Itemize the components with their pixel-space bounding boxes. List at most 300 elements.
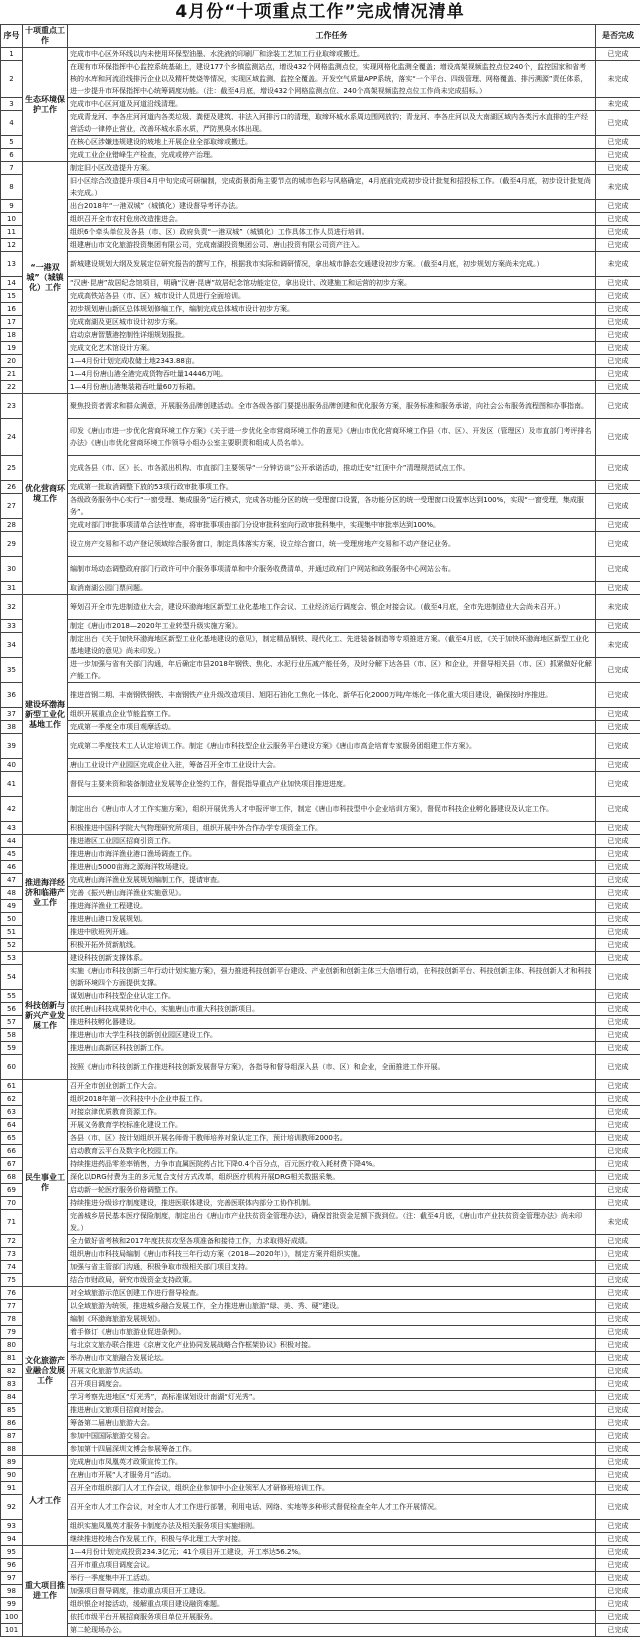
row-number: 64 — [1, 1119, 23, 1132]
task-description: 与北京文旅办联合推进《京唐文化产业协同发展战略合作框架协议》积极对接。 — [68, 1339, 596, 1352]
status-cell: 已完成 — [596, 481, 640, 494]
table-row — [1, 61, 640, 98]
status-cell: 已完成 — [596, 1456, 640, 1469]
row-number: 92 — [1, 1495, 23, 1520]
row-number: 38 — [1, 721, 23, 734]
table-row — [1, 200, 640, 213]
task-description: 推进科技孵化器建设。 — [68, 1016, 596, 1029]
row-number: 22 — [1, 381, 23, 394]
task-description: 持续推进分级诊疗制度建设，推进医联体建设，完善医联体内部分工协作机制。 — [68, 1197, 596, 1210]
status-cell: 已完成 — [596, 1171, 640, 1184]
task-description: 推进港区工业园区招商引资工作。 — [68, 835, 596, 848]
table-row — [1, 98, 640, 111]
task-description: 组织唐山市科技局编制《唐山市科技三年行动方案（2018—2020年）》，制定方案并组织实施。 — [68, 1248, 596, 1261]
table-row — [1, 887, 640, 900]
task-description: 推进海洋渔业工程建设。 — [68, 900, 596, 913]
status-cell: 未完成 — [596, 595, 640, 620]
task-description: 深化以DRG付费为主的多元复合支付方式改革，组织医疗机构开展DRG相关数据采集。 — [68, 1171, 596, 1184]
status-cell: 已完成 — [596, 582, 640, 595]
task-description: 在现有市环保指挥中心监控系统基础上，建设177个乡镇监测站点，增设432个网格监测点位，实现网格化监测全覆盖；增设高架视频监控点位240个，监控国家和省考核的水库和河流沿线排污企业以及精杆焚烧等情况，实现区域监测、监控全覆盖。开发空气质量APP系统，落实“一个平台、四级管理、网格覆盖、排污溯源”责任体系，进一步提升市环保指挥中心统筹调度功能。（注：截至4月底，增设432个网格监测点位、240个高架视频监控点位工作尚未完成招标。） — [68, 61, 596, 98]
status-cell: 已完成 — [596, 1261, 640, 1274]
table-row — [1, 1404, 640, 1417]
row-number: 11 — [1, 226, 23, 239]
task-description: 全力做好省考核和2017年度扶贫攻坚各项准备和接待工作，力求取得好成绩。 — [68, 1235, 596, 1248]
table-row — [1, 1546, 640, 1559]
row-number: 90 — [1, 1469, 23, 1482]
task-description: 筹备第二届唐山旅游大会。 — [68, 1417, 596, 1430]
status-cell: 已完成 — [596, 874, 640, 887]
table-row — [1, 1378, 640, 1391]
row-number: 72 — [1, 1235, 23, 1248]
table-row — [1, 1132, 640, 1145]
table-row — [1, 481, 640, 494]
task-description: 参加第十四届深圳文博会参展筹备工作。 — [68, 1443, 596, 1456]
task-description: 在核心区涉嫌违规建设的坡地上开展企业全部取缔或搬迁。 — [68, 136, 596, 149]
task-description: 完成唐山海洋渔业发展规划编制工作，提请审查。 — [68, 874, 596, 887]
status-cell: 已完成 — [596, 200, 640, 213]
row-number: 86 — [1, 1417, 23, 1430]
table-row — [1, 1520, 640, 1533]
task-description: 完成市中心区河道及河道沿线清理。 — [68, 98, 596, 111]
task-description: 完成第一季度全市项目观摩活动。 — [68, 721, 596, 734]
task-description: 完善《振兴唐山海洋渔业实施意见》。 — [68, 887, 596, 900]
row-number: 47 — [1, 874, 23, 887]
header-no: 序号 — [1, 25, 23, 48]
row-number: 48 — [1, 887, 23, 900]
task-description: 召开市重点项目调度会议。 — [68, 1559, 596, 1572]
table-row — [1, 1145, 640, 1158]
row-number: 81 — [1, 1352, 23, 1365]
status-cell: 已完成 — [596, 1145, 640, 1158]
status-cell: 已完成 — [596, 532, 640, 557]
status-cell: 已完成 — [596, 1482, 640, 1495]
row-number: 100 — [1, 1611, 23, 1624]
task-description: 完成文化艺术馆设计方案。 — [68, 342, 596, 355]
row-number: 55 — [1, 990, 23, 1003]
task-description: 第二轮现场办公。 — [68, 1624, 596, 1637]
status-cell: 已完成 — [596, 1391, 640, 1404]
table-row — [1, 939, 640, 952]
task-description: 召开项目调度会。 — [68, 1378, 596, 1391]
task-description: 完成青龙河、李各庄河河道内各类垃圾、粪便及建筑、非法入河排污口的清理，取缔环城水系周边围网放钓；青龙河、李各庄河以及大南湖区域内各类污水直排的生产经营活动一律停止营业，改善环城水系水质，严防黑臭水体出现。 — [68, 111, 596, 136]
table-row — [1, 1184, 640, 1197]
status-cell: 已完成 — [596, 1339, 640, 1352]
table-row — [1, 1106, 640, 1119]
header-task: 工作任务 — [68, 25, 596, 48]
row-number: 67 — [1, 1158, 23, 1171]
table-row — [1, 990, 640, 1003]
document-title: 4月份“十项重点工作”完成情况清单 — [0, 0, 640, 24]
row-number: 15 — [1, 290, 23, 303]
row-number: 9 — [1, 200, 23, 213]
row-number: 4 — [1, 111, 23, 136]
status-cell: 已完成 — [596, 926, 640, 939]
status-cell: 已完成 — [596, 1598, 640, 1611]
status-cell: 已完成 — [596, 1559, 640, 1572]
status-cell: 已完成 — [596, 316, 640, 329]
table-row — [1, 419, 640, 456]
status-cell: 已完成 — [596, 797, 640, 822]
row-number: 44 — [1, 835, 23, 848]
table-row — [1, 239, 640, 252]
task-description: 加强项目督导调度，推动重点项目开工建设。 — [68, 1585, 596, 1598]
table-row — [1, 111, 640, 136]
table-row — [1, 848, 640, 861]
task-description: 完成高铁站各县（市、区）城市设计人员进行全面培训。 — [68, 290, 596, 303]
task-description: 积极推进中国科学院大气物理研究所项目，组织开展中外合作办学专项资金工作。 — [68, 822, 596, 835]
category-cell: 民生事业工作 — [23, 1080, 68, 1287]
table-row — [1, 1469, 640, 1482]
table-row — [1, 1042, 640, 1055]
status-cell: 已完成 — [596, 494, 640, 519]
table-row — [1, 1533, 640, 1546]
row-number: 57 — [1, 1016, 23, 1029]
row-number: 91 — [1, 1482, 23, 1495]
task-description: 1—4月份计划完成投资234.3亿元；41个项目开工建设，开工率达56.2%。 — [68, 1546, 596, 1559]
task-description: 完成第二季度技术工人认定培训工作。制定《唐山市科技型企业云服务平台建设方案》《唐山市高企培育专家服务团组建工作方案》。 — [68, 734, 596, 759]
row-number: 76 — [1, 1287, 23, 1300]
task-description: 开展文化旅游节庆活动。 — [68, 1365, 596, 1378]
status-cell: 已完成 — [596, 822, 640, 835]
row-number: 13 — [1, 252, 23, 277]
status-cell: 已完成 — [596, 1585, 640, 1598]
header-category: 十项重点工作 — [23, 25, 68, 48]
table-row — [1, 277, 640, 290]
table-row — [1, 162, 640, 175]
status-cell: 已完成 — [596, 342, 640, 355]
table-row — [1, 226, 640, 239]
status-cell: 已完成 — [596, 329, 640, 342]
status-cell: 未完成 — [596, 61, 640, 98]
table-row — [1, 1261, 640, 1274]
status-cell: 已完成 — [596, 1430, 640, 1443]
row-number: 33 — [1, 620, 23, 633]
table-row — [1, 1339, 640, 1352]
task-description: 编制《环渤海旅游发展规划》。 — [68, 1313, 596, 1326]
category-cell: 生态环境保护工作 — [23, 48, 68, 162]
row-number: 32 — [1, 595, 23, 620]
table-row — [1, 759, 640, 772]
table-row — [1, 456, 640, 481]
status-cell: 已完成 — [596, 419, 640, 456]
table-row — [1, 620, 640, 633]
status-cell: 已完成 — [596, 1469, 640, 1482]
status-cell: 已完成 — [596, 1495, 640, 1520]
status-cell: 已完成 — [596, 1029, 640, 1042]
status-cell: 已完成 — [596, 1546, 640, 1559]
status-cell: 已完成 — [596, 620, 640, 633]
category-cell: 建设环渤海新型工业化基地工作 — [23, 595, 68, 835]
table-row — [1, 1417, 640, 1430]
task-description: 对接京津优质教育资源工作。 — [68, 1106, 596, 1119]
status-cell: 已完成 — [596, 1080, 640, 1093]
task-description: 召开全市人才工作会议，对全市人才工作进行部署，利用电话、网络、实地等多种形式督促检查全年人才工作开展情况。 — [68, 1495, 596, 1520]
task-description: 谋划唐山市科技型企业认定工作。 — [68, 990, 596, 1003]
row-number: 66 — [1, 1145, 23, 1158]
table-row — [1, 1029, 640, 1042]
row-number: 35 — [1, 658, 23, 683]
status-cell: 已完成 — [596, 48, 640, 61]
table-row — [1, 1080, 640, 1093]
task-description: 持续推进药品零差率销售，力争市直属医院药占比下降0.4个百分点，百元医疗收入耗材费下降4%。 — [68, 1158, 596, 1171]
status-cell: 已完成 — [596, 1417, 640, 1430]
task-description: 依托市级平台开展招商服务项目单位开展服务。 — [68, 1611, 596, 1624]
status-cell: 已完成 — [596, 1093, 640, 1106]
task-description: 完成第一批取消调整下放的53项行政审批事项工作。 — [68, 481, 596, 494]
status-cell: 已完成 — [596, 1365, 640, 1378]
row-number: 74 — [1, 1261, 23, 1274]
status-cell: 已完成 — [596, 1248, 640, 1261]
task-description: 编制市场动态调整政府部门行政许可中介服务事项清单和中介服务收费清单，并通过政府门户网站和政务服务中心网站公布。 — [68, 557, 596, 582]
table-row — [1, 1287, 640, 1300]
task-description: 组织召开全市农村危房改造推进会。 — [68, 213, 596, 226]
task-description: 各县（市、区）按计划组织开展名师骨干教师培养对象认定工作，预计培训教师2000名。 — [68, 1132, 596, 1145]
table-row — [1, 1430, 640, 1443]
row-number: 49 — [1, 900, 23, 913]
table-row — [1, 797, 640, 822]
status-cell: 已完成 — [596, 900, 640, 913]
table-row — [1, 861, 640, 874]
status-cell: 已完成 — [596, 290, 640, 303]
row-number: 59 — [1, 1042, 23, 1055]
task-description: 以全域旅游为统领，推进城乡融合发展工作，全力推进唐山旅游“绿、美、秀、硬”建设。 — [68, 1300, 596, 1313]
row-number: 89 — [1, 1456, 23, 1469]
task-description: 举行一季度集中开工活动。 — [68, 1572, 596, 1585]
status-cell: 已完成 — [596, 368, 640, 381]
status-cell: 已完成 — [596, 1313, 640, 1326]
row-number: 45 — [1, 848, 23, 861]
status-cell: 已完成 — [596, 1326, 640, 1339]
status-cell: 已完成 — [596, 1042, 640, 1055]
row-number: 25 — [1, 456, 23, 481]
status-cell: 已完成 — [596, 1016, 640, 1029]
row-number: 17 — [1, 316, 23, 329]
task-description: 在唐山市开展“人才服务月”活动。 — [68, 1469, 596, 1482]
task-description: 推进唐山港口发展规划。 — [68, 913, 596, 926]
task-description: 制定旧小区改造提升方案。 — [68, 162, 596, 175]
status-cell: 已完成 — [596, 734, 640, 759]
row-number: 30 — [1, 557, 23, 582]
task-description: 推进唐山市大学生科技创新创业园区建设工作。 — [68, 1029, 596, 1042]
task-description: 学习考察先进地区“灯光秀”，高标准谋划设计南湖“灯光秀”。 — [68, 1391, 596, 1404]
task-description: 进一步加强与省有关部门沟通，年后确定市县2018年钢铁、焦化、水泥行业压减产能任务，及时分解下达各县（市、区）和企业，并督导相关县（市、区）抓紧做好化解产能工作。 — [68, 658, 596, 683]
table-row — [1, 1482, 640, 1495]
task-description: 出台2018年“一港双城”（城镇化）建设督导考评办法。 — [68, 200, 596, 213]
category-cell: 人才工作 — [23, 1456, 68, 1546]
status-cell: 已完成 — [596, 519, 640, 532]
table-row — [1, 772, 640, 797]
table-row — [1, 1572, 640, 1585]
table-row — [1, 1235, 640, 1248]
row-number: 93 — [1, 1520, 23, 1533]
table-row — [1, 1248, 640, 1261]
category-cell: 科技创新与新兴产业发展工作 — [23, 952, 68, 1080]
table-row — [1, 213, 640, 226]
task-description: 印发《唐山市进一步优化营商环境工作方案》《关于进一步优化全市营商环境工作的意见》《唐山市优化营商环境工作县（市、区）、开发区（管理区）及市直部门考评排名办法》《唐山市优化营商环境工作领导小组办公室主要职责和组成人员名单》。 — [68, 419, 596, 456]
status-cell: 已完成 — [596, 913, 640, 926]
row-number: 61 — [1, 1080, 23, 1093]
table-row — [1, 1326, 640, 1339]
row-number: 21 — [1, 368, 23, 381]
task-description: 1—4月份唐山港全港完成货物吞吐量14446万吨。 — [68, 368, 596, 381]
task-description: 制定出台《关于加快环渤海地区新型工业化基地建设的意见》，制定精品钢铁、现代化工、先进装备制造等专项推进方案。（截至4月底，《关于加快环渤海地区新型工业化基地建设的意见》尚未印发。） — [68, 633, 596, 658]
status-cell: 已完成 — [596, 1611, 640, 1624]
row-number: 80 — [1, 1339, 23, 1352]
status-cell: 已完成 — [596, 939, 640, 952]
task-description: “汉唐·昆唐”故居纪念馆项目，明确“汉唐·昆唐”故居纪念馆功能定位，拿出设计、改建施工和运营的初步方案。 — [68, 277, 596, 290]
row-number: 54 — [1, 965, 23, 990]
row-number: 5 — [1, 136, 23, 149]
status-cell: 已完成 — [596, 1197, 640, 1210]
status-cell: 未完成 — [596, 1210, 640, 1235]
status-cell: 已完成 — [596, 835, 640, 848]
row-number: 8 — [1, 175, 23, 200]
status-cell: 已完成 — [596, 381, 640, 394]
status-cell: 已完成 — [596, 1184, 640, 1197]
row-number: 14 — [1, 277, 23, 290]
status-cell: 已完成 — [596, 1119, 640, 1132]
status-cell: 未完成 — [596, 252, 640, 277]
status-cell: 已完成 — [596, 149, 640, 162]
status-cell: 已完成 — [596, 1572, 640, 1585]
status-cell: 已完成 — [596, 1300, 640, 1313]
status-cell: 已完成 — [596, 1235, 640, 1248]
status-cell: 已完成 — [596, 162, 640, 175]
row-number: 31 — [1, 582, 23, 595]
status-cell: 已完成 — [596, 721, 640, 734]
row-number: 63 — [1, 1106, 23, 1119]
row-number: 62 — [1, 1093, 23, 1106]
status-cell: 已完成 — [596, 1287, 640, 1300]
status-cell: 已完成 — [596, 861, 640, 874]
table-row — [1, 329, 640, 342]
row-number: 20 — [1, 355, 23, 368]
table-row — [1, 1158, 640, 1171]
table-row — [1, 1585, 640, 1598]
task-description: 1—4月份唐山港集装箱吞吐量60万标箱。 — [68, 381, 596, 394]
table-row — [1, 582, 640, 595]
row-number: 97 — [1, 1572, 23, 1585]
task-description: 推进唐山5000亩海之源海洋牧场建设。 — [68, 861, 596, 874]
task-description: 初步规划唐山新区总体规划修编工作，编制完成总体城市设计初步方案。 — [68, 303, 596, 316]
table-row — [1, 734, 640, 759]
status-cell: 已完成 — [596, 708, 640, 721]
row-number: 34 — [1, 633, 23, 658]
table-row — [1, 595, 640, 620]
status-cell: 已完成 — [596, 1132, 640, 1145]
task-description: 新城建设规划大纲及发展定位研究报告的撰写工作，根据我市实际和调研情况，拿出城市静态交通建设初步方案。（截至4月底，初步规划方案尚未完成。） — [68, 252, 596, 277]
row-number: 24 — [1, 419, 23, 456]
row-number: 46 — [1, 861, 23, 874]
table-row — [1, 532, 640, 557]
row-number: 39 — [1, 734, 23, 759]
row-number: 2 — [1, 61, 23, 98]
task-description: 按照《唐山市科技创新工作推进科技创新发展督导方案》，各指导和督导组深入县（市、区）和企业，全面推进工作开展。 — [68, 1055, 596, 1080]
table-row — [1, 926, 640, 939]
table-row — [1, 381, 640, 394]
table-row — [1, 316, 640, 329]
task-description: 完成对部门审批事项清单合法性审查，将审批事项由部门分设审批科室向行政审批科集中，实现集中审批率达到100%。 — [68, 519, 596, 532]
row-number: 43 — [1, 822, 23, 835]
row-number: 71 — [1, 1210, 23, 1235]
row-number: 7 — [1, 162, 23, 175]
task-description: 着手修订《唐山市旅游业促进条例》。 — [68, 1326, 596, 1339]
status-cell: 已完成 — [596, 1158, 640, 1171]
row-number: 68 — [1, 1171, 23, 1184]
row-number: 96 — [1, 1559, 23, 1572]
status-cell: 已完成 — [596, 1624, 640, 1637]
table-row — [1, 1598, 640, 1611]
row-number: 27 — [1, 494, 23, 519]
task-description: 参加中国国际旅游交易会。 — [68, 1430, 596, 1443]
task-description: 推进唐山市海洋渔业港口渔场调查工作。 — [68, 848, 596, 861]
task-description: 召开全市创业创新工作大会。 — [68, 1080, 596, 1093]
row-number: 77 — [1, 1300, 23, 1313]
row-number: 101 — [1, 1624, 23, 1637]
header-status: 是否完成 — [596, 25, 640, 48]
status-cell: 已完成 — [596, 456, 640, 481]
task-description: 组织实施凤凰英才服务卡制度办法及相关服务项目实施细则。 — [68, 1520, 596, 1533]
table-row — [1, 1055, 640, 1080]
status-cell: 已完成 — [596, 965, 640, 990]
row-number: 3 — [1, 98, 23, 111]
task-description: 完成工业企业错峰生产检查，完成或停产治理。 — [68, 149, 596, 162]
row-number: 40 — [1, 759, 23, 772]
table-row — [1, 494, 640, 519]
status-cell: 已完成 — [596, 1274, 640, 1287]
row-number: 19 — [1, 342, 23, 355]
status-cell: 未完成 — [596, 633, 640, 658]
row-number: 87 — [1, 1430, 23, 1443]
row-number: 58 — [1, 1029, 23, 1042]
status-cell: 已完成 — [596, 1106, 640, 1119]
row-number: 65 — [1, 1132, 23, 1145]
task-description: 督促与主要来资和装备制造业发展等企业签约工作，督促指导重点产业加快项目推进进度。 — [68, 772, 596, 797]
row-number: 69 — [1, 1184, 23, 1197]
task-description: 完善城乡居民基本医疗保险制度，制定出台《唐山市产业扶贫资金管理办法》，确保首批资金足额下拨到位。（注：截至4月底，《唐山市产业扶贫资金管理办法》尚未印发。） — [68, 1210, 596, 1235]
table-row — [1, 874, 640, 887]
status-cell: 已完成 — [596, 1520, 640, 1533]
status-cell: 已完成 — [596, 213, 640, 226]
table-row — [1, 149, 640, 162]
task-description: 推进唐山高新区科技创新工作。 — [68, 1042, 596, 1055]
table-row — [1, 1391, 640, 1404]
task-description: 结合市财政局，研究市级资金支持政策。 — [68, 1274, 596, 1287]
row-number: 53 — [1, 952, 23, 965]
table-row — [1, 394, 640, 419]
table-row — [1, 1456, 640, 1469]
task-description: 实施《唐山市科技创新三年行动计划实施方案》，强力推进科技创新平台建设、产业创新和创新主体三大倍增行动，在科技创新平台、科技创新主体、科技创新人才和科技创新环境四个方面提供支撑。 — [68, 965, 596, 990]
table-row — [1, 519, 640, 532]
row-number: 82 — [1, 1365, 23, 1378]
table-row — [1, 303, 640, 316]
task-description: 取消南湖公园门票问题。 — [68, 582, 596, 595]
table-row — [1, 1352, 640, 1365]
status-cell: 未完成 — [596, 98, 640, 111]
row-number: 84 — [1, 1391, 23, 1404]
row-number: 78 — [1, 1313, 23, 1326]
row-number: 85 — [1, 1404, 23, 1417]
table-row — [1, 1611, 640, 1624]
row-number: 79 — [1, 1326, 23, 1339]
row-number: 6 — [1, 149, 23, 162]
task-description: 组织2018年第一次科技中小企业申报工作。 — [68, 1093, 596, 1106]
status-cell: 已完成 — [596, 239, 640, 252]
table-row — [1, 1313, 640, 1326]
row-number: 60 — [1, 1055, 23, 1080]
status-cell: 已完成 — [596, 1443, 640, 1456]
task-description: 聚焦投资者需求和群众满意，开展服务品牌创建活动。全市各级各部门要提出服务品牌创建和优化服务方案，服务标准和服务承诺，向社会公布服务流程图和办事指南。 — [68, 394, 596, 419]
